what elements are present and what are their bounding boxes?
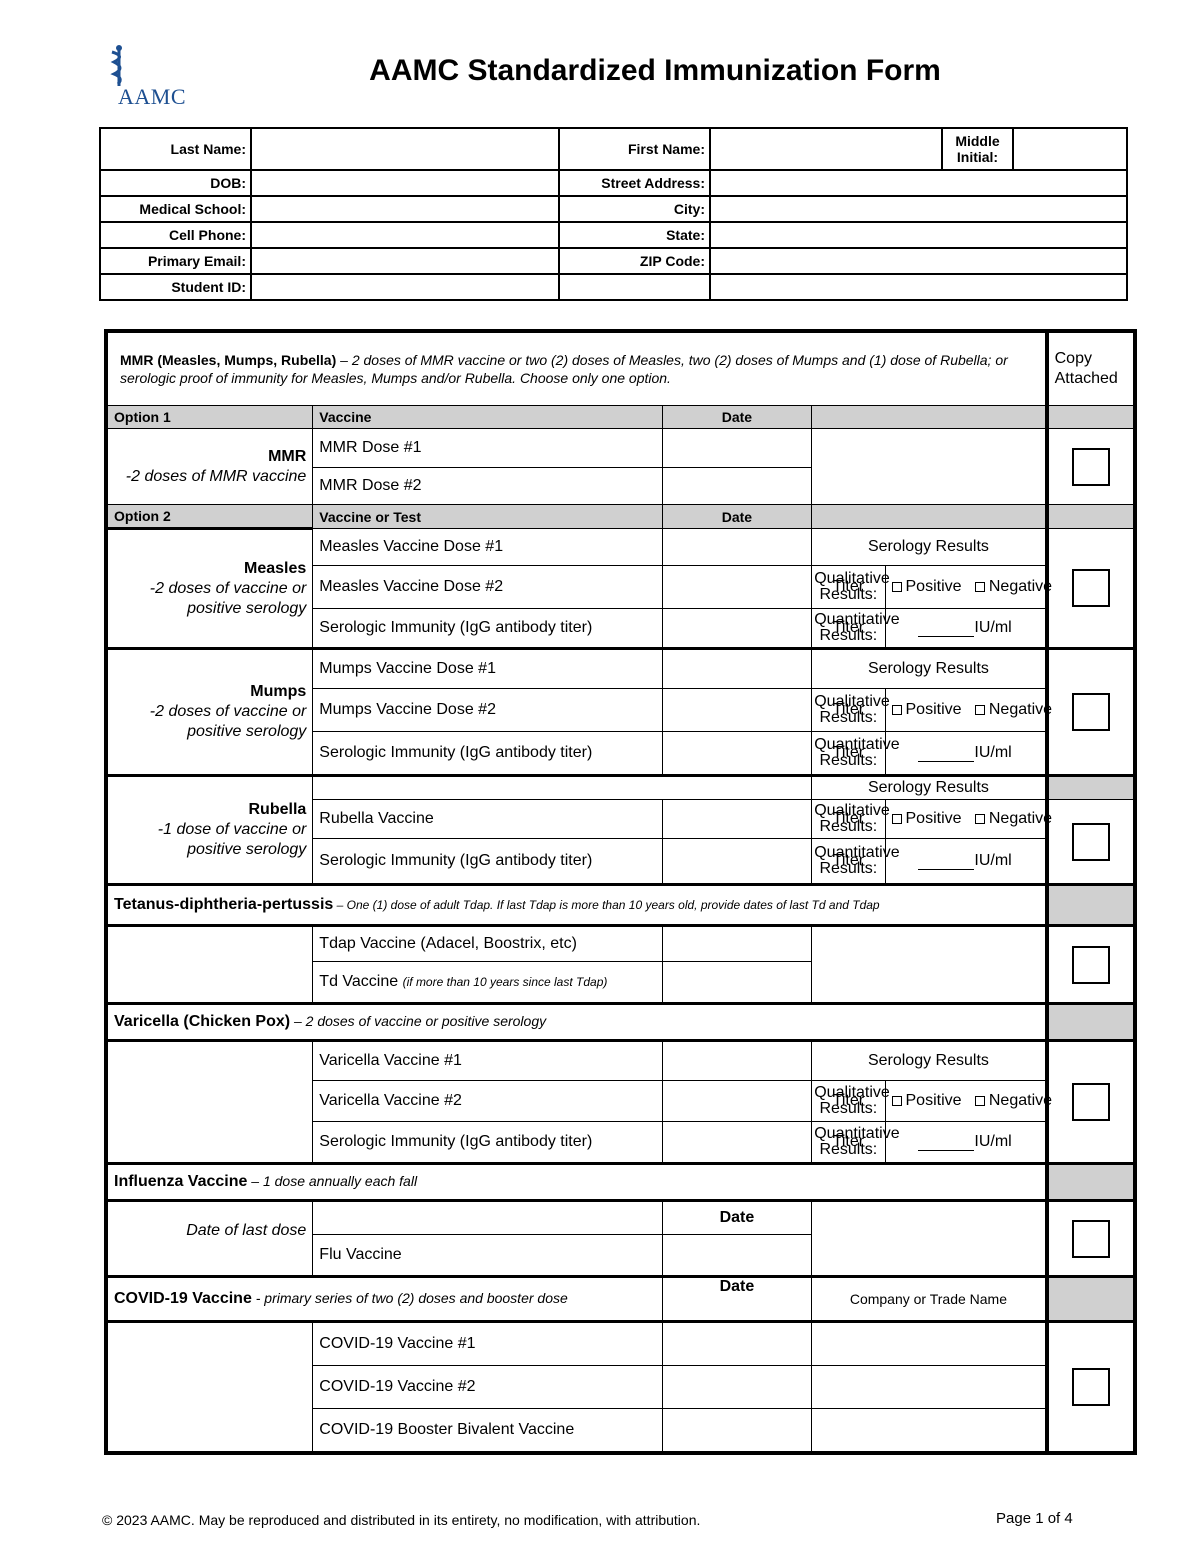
mmr-option-label	[106, 429, 313, 505]
copy-gray	[1047, 1277, 1135, 1322]
rubella-copy-checkbox[interactable]	[1072, 823, 1110, 861]
tdap-date[interactable]	[662, 926, 812, 962]
aamc-logo	[104, 44, 194, 110]
last-name-field[interactable]	[251, 128, 559, 170]
quantitative-label: Quantitative Titer Results:	[812, 732, 885, 776]
mmr-empty	[812, 429, 1047, 505]
mumps-subtitle: -2 doses of vaccine or positive serology	[149, 703, 307, 740]
mmr-title: MMR (Measles, Mumps, Rubella)	[120, 352, 337, 368]
measles-serology-label: Serologic Immunity (IgG antibody titer)	[313, 609, 662, 649]
varicella-copy-checkbox[interactable]	[1072, 1083, 1110, 1121]
measles-serology-date[interactable]	[662, 609, 812, 649]
caduceus-icon	[104, 44, 134, 88]
covid-date-header: Date	[662, 1277, 812, 1322]
unit-label: IU/ml	[974, 744, 1012, 761]
covid-desc: - primary series of two (2) doses and booster dose	[251, 1290, 568, 1306]
covid-copy-checkbox[interactable]	[1072, 1368, 1110, 1406]
covid-booster-label: COVID-19 Booster Bivalent Vaccine	[313, 1409, 662, 1454]
covid-copy-cell	[1047, 1322, 1135, 1454]
tdap-desc: – One (1) dose of adult Tdap. If last Tdap is more than 10 years old, provide dates of last Td and Tdap	[333, 898, 880, 912]
positive-label: Positive	[905, 1092, 962, 1109]
last-name-label: Last Name:	[100, 128, 251, 170]
covid-booster-date[interactable]	[662, 1409, 812, 1454]
cell-label: Cell Phone:	[100, 222, 251, 248]
mumps-dose2-date[interactable]	[662, 689, 812, 732]
tdap-title: Tetanus-diphtheria-pertussis	[114, 896, 334, 913]
serology-results-label: Serology Results	[812, 649, 1047, 689]
rubella-pos-neg	[885, 800, 1053, 839]
mmr-copy-checkbox[interactable]	[1072, 448, 1110, 486]
mmr-dose2-date[interactable]	[662, 468, 812, 505]
mumps-pos-neg	[885, 689, 1053, 732]
copyright: © 2023 AAMC. May be reproduced and distributed in its entirety, no modification, with attribution.	[102, 1512, 701, 1528]
copy-gray	[1047, 885, 1135, 926]
positive-checkbox[interactable]	[892, 582, 902, 592]
covid-booster-company[interactable]	[812, 1409, 1047, 1454]
option1-label: Option 1	[106, 406, 313, 429]
copy-attached-header: Copy Attached	[1047, 331, 1135, 406]
mumps-dose2-label: Mumps Vaccine Dose #2	[313, 689, 662, 732]
flu-copy-checkbox[interactable]	[1072, 1220, 1110, 1258]
student-id-label: Student ID:	[100, 274, 251, 300]
covid-dose2-label: COVID-19 Vaccine #2	[313, 1366, 662, 1409]
empty-cell	[559, 274, 710, 300]
rubella-label	[106, 776, 313, 885]
negative-checkbox[interactable]	[975, 582, 985, 592]
negative-label: Negative	[988, 701, 1053, 718]
copy-gray	[1047, 406, 1135, 429]
varicella-copy-cell	[1047, 1041, 1135, 1164]
mumps-titer[interactable]	[885, 732, 1047, 776]
td-note: (if more than 10 years since last Tdap)	[402, 975, 608, 989]
measles-dose2-date[interactable]	[662, 566, 812, 609]
email-field[interactable]	[251, 248, 559, 274]
positive-label: Positive	[905, 701, 962, 718]
mmr-copy-cell	[1047, 429, 1135, 505]
copy-gray	[1047, 1004, 1135, 1041]
school-field[interactable]	[251, 196, 559, 222]
middle-initial-field[interactable]	[1013, 128, 1127, 170]
unit-label: IU/ml	[974, 852, 1012, 869]
qualitative-label: Qualitative Titer Results:	[812, 800, 885, 839]
zip-field[interactable]	[710, 248, 1127, 274]
covid-company-header: Company or Trade Name	[812, 1277, 1047, 1322]
varicella-empty	[106, 1041, 313, 1164]
flu-date[interactable]	[662, 1235, 812, 1277]
rubella-name: Rubella	[248, 801, 307, 818]
vaccine-header: Vaccine	[313, 406, 662, 429]
covid-dose2-company[interactable]	[812, 1366, 1047, 1409]
quantitative-label: Quantitative Titer Results:	[812, 839, 885, 885]
tdap-header	[106, 885, 1047, 926]
rubella-serology-label: Serologic Immunity (IgG antibody titer)	[313, 839, 662, 885]
covid-dose1-company[interactable]	[812, 1322, 1047, 1366]
option2-label: Option 2	[106, 505, 313, 529]
covid-dose2-date[interactable]	[662, 1366, 812, 1409]
rubella-serology-date[interactable]	[662, 839, 812, 885]
flu-last-dose-label: Date of last dose	[106, 1201, 313, 1277]
mmr-subtitle: -2 doses of MMR vaccine	[125, 467, 307, 485]
measles-copy-cell	[1047, 529, 1135, 649]
td-label	[313, 962, 662, 1004]
unit-label: IU/ml	[974, 1133, 1012, 1150]
mumps-name: Mumps	[250, 683, 307, 700]
serology-results-label: Serology Results	[812, 529, 1047, 566]
quantitative-label: Quantitative Titer Results:	[812, 609, 885, 649]
varicella-dose1-label: Varicella Vaccine #1	[313, 1041, 662, 1081]
negative-checkbox[interactable]	[975, 814, 985, 824]
student-id-field[interactable]	[251, 274, 559, 300]
td-date[interactable]	[662, 962, 812, 1004]
serology-results-label: Serology Results	[812, 776, 1047, 800]
flu-empty-right	[812, 1201, 1047, 1277]
dob-label: DOB:	[100, 170, 251, 196]
mmr-header	[106, 331, 1047, 406]
mumps-dose1-date[interactable]	[662, 649, 812, 689]
flu-copy-cell	[1047, 1201, 1135, 1277]
cell-field[interactable]	[251, 222, 559, 248]
tdap-copy-cell	[1047, 926, 1135, 1004]
immunization-table	[104, 329, 1137, 1455]
qualitative-label: Qualitative Titer Results:	[812, 566, 885, 609]
rubella-empty	[313, 776, 812, 800]
mmr-dose2-label: MMR Dose #2	[313, 468, 662, 505]
negative-checkbox[interactable]	[975, 705, 985, 715]
varicella-dose2-date[interactable]	[662, 1081, 812, 1122]
mmr-desc: – 2 doses of MMR vaccine or two (2) doses of Measles, two (2) doses of Mumps and (1) dose of Rubella; or serologic proof of immunity for Measles, Mumps and/or Rubella. Choose only one option.	[120, 352, 1008, 386]
flu-date-header: Date	[662, 1201, 812, 1235]
date-header-2: Date	[662, 505, 812, 529]
middle-initial-label: Middle Initial:	[942, 128, 1013, 170]
tdap-label: Tdap Vaccine (Adacel, Boostrix, etc)	[313, 926, 662, 962]
dob-field[interactable]	[251, 170, 559, 196]
covid-empty	[106, 1322, 313, 1454]
mumps-copy-checkbox[interactable]	[1072, 693, 1110, 731]
zip-label: ZIP Code:	[559, 248, 710, 274]
vaccine-or-test-header: Vaccine or Test	[313, 505, 662, 529]
logo-text: AAMC	[118, 84, 187, 109]
varicella-title: Varicella (Chicken Pox)	[114, 1013, 291, 1030]
measles-subtitle: -2 doses of vaccine or positive serology	[149, 579, 307, 617]
negative-label: Negative	[988, 578, 1053, 595]
rubella-copy-cell	[1047, 800, 1135, 885]
tdap-copy-checkbox[interactable]	[1072, 946, 1110, 984]
measles-copy-checkbox[interactable]	[1072, 569, 1110, 607]
copy-gray	[1047, 1164, 1135, 1201]
tdap-empty-right	[812, 926, 1047, 1004]
covid-dose1-label: COVID-19 Vaccine #1	[313, 1322, 662, 1366]
mumps-copy-cell	[1047, 649, 1135, 776]
measles-pos-neg	[885, 566, 1053, 609]
first-name-field[interactable]	[710, 128, 942, 170]
varicella-dose1-date[interactable]	[662, 1041, 812, 1081]
mmr-name: MMR	[268, 447, 307, 465]
positive-checkbox[interactable]	[892, 705, 902, 715]
city-field[interactable]	[710, 196, 1127, 222]
street-label: Street Address:	[559, 170, 710, 196]
street-field[interactable]	[710, 170, 1127, 196]
personal-info-table	[99, 127, 1128, 301]
positive-label: Positive	[905, 810, 962, 827]
rubella-dose-label: Rubella Vaccine	[313, 800, 662, 839]
varicella-serology-label: Serologic Immunity (IgG antibody titer)	[313, 1122, 662, 1164]
measles-name: Measles	[244, 559, 307, 577]
varicella-titer[interactable]	[885, 1122, 1047, 1164]
covid-header	[106, 1277, 662, 1322]
empty-cell	[710, 274, 1127, 300]
mmr-dose1-label: MMR Dose #1	[313, 429, 662, 468]
covid-title: COVID-19 Vaccine	[114, 1290, 252, 1307]
date-header: Date	[662, 406, 812, 429]
first-name-label: First Name:	[559, 128, 710, 170]
serology-results-label: Serology Results	[812, 1041, 1047, 1081]
empty-header	[812, 505, 1047, 529]
positive-label: Positive	[905, 578, 962, 595]
covid-dose1-date[interactable]	[662, 1322, 812, 1366]
page-title: AAMC Standardized Immunization Form	[369, 54, 941, 87]
qualitative-label: Qualitative Titer Results:	[812, 1081, 885, 1122]
email-label: Primary Email:	[100, 248, 251, 274]
unit-label: IU/ml	[974, 619, 1012, 636]
flu-vaccine-label: Flu Vaccine	[313, 1235, 662, 1277]
measles-titer[interactable]	[885, 609, 1047, 649]
td-name: Td Vaccine	[319, 973, 399, 990]
school-label: Medical School:	[100, 196, 251, 222]
positive-checkbox[interactable]	[892, 1096, 902, 1106]
measles-label	[106, 529, 313, 649]
varicella-serology-date[interactable]	[662, 1122, 812, 1164]
mumps-serology-label: Serologic Immunity (IgG antibody titer)	[313, 732, 662, 776]
flu-empty	[313, 1201, 662, 1235]
empty-header	[812, 406, 1047, 429]
mumps-serology-date[interactable]	[662, 732, 812, 776]
copy-gray	[1047, 505, 1135, 529]
negative-label: Negative	[988, 1092, 1053, 1109]
rubella-subtitle: -1 dose of vaccine or positive serology	[157, 821, 307, 858]
flu-desc: – 1 dose annually each fall	[247, 1173, 418, 1189]
state-field[interactable]	[710, 222, 1127, 248]
varicella-desc: – 2 doses of vaccine or positive serology	[290, 1013, 547, 1029]
negative-label: Negative	[988, 810, 1053, 827]
measles-dose1-label: Measles Vaccine Dose #1	[313, 529, 662, 566]
copy-gray	[1047, 776, 1135, 800]
mmr-dose1-date[interactable]	[662, 429, 812, 468]
tdap-empty	[106, 926, 313, 1004]
rubella-dose-date[interactable]	[662, 800, 812, 839]
quantitative-label: Quantitative Titer Results:	[812, 1122, 885, 1164]
city-label: City:	[559, 196, 710, 222]
qualitative-label: Qualitative Titer Results:	[812, 689, 885, 732]
page-number: Page 1 of 4	[996, 1510, 1073, 1527]
varicella-pos-neg	[885, 1081, 1053, 1122]
varicella-header	[106, 1004, 1047, 1041]
negative-checkbox[interactable]	[975, 1096, 985, 1106]
flu-title: Influenza Vaccine	[114, 1173, 248, 1190]
flu-header	[106, 1164, 1047, 1201]
mumps-label	[106, 649, 313, 776]
measles-dose1-date[interactable]	[662, 529, 812, 566]
rubella-titer[interactable]	[885, 839, 1047, 885]
varicella-dose2-label: Varicella Vaccine #2	[313, 1081, 662, 1122]
measles-dose2-label: Measles Vaccine Dose #2	[313, 566, 662, 609]
positive-checkbox[interactable]	[892, 814, 902, 824]
mumps-dose1-label: Mumps Vaccine Dose #1	[313, 649, 662, 689]
state-label: State:	[559, 222, 710, 248]
